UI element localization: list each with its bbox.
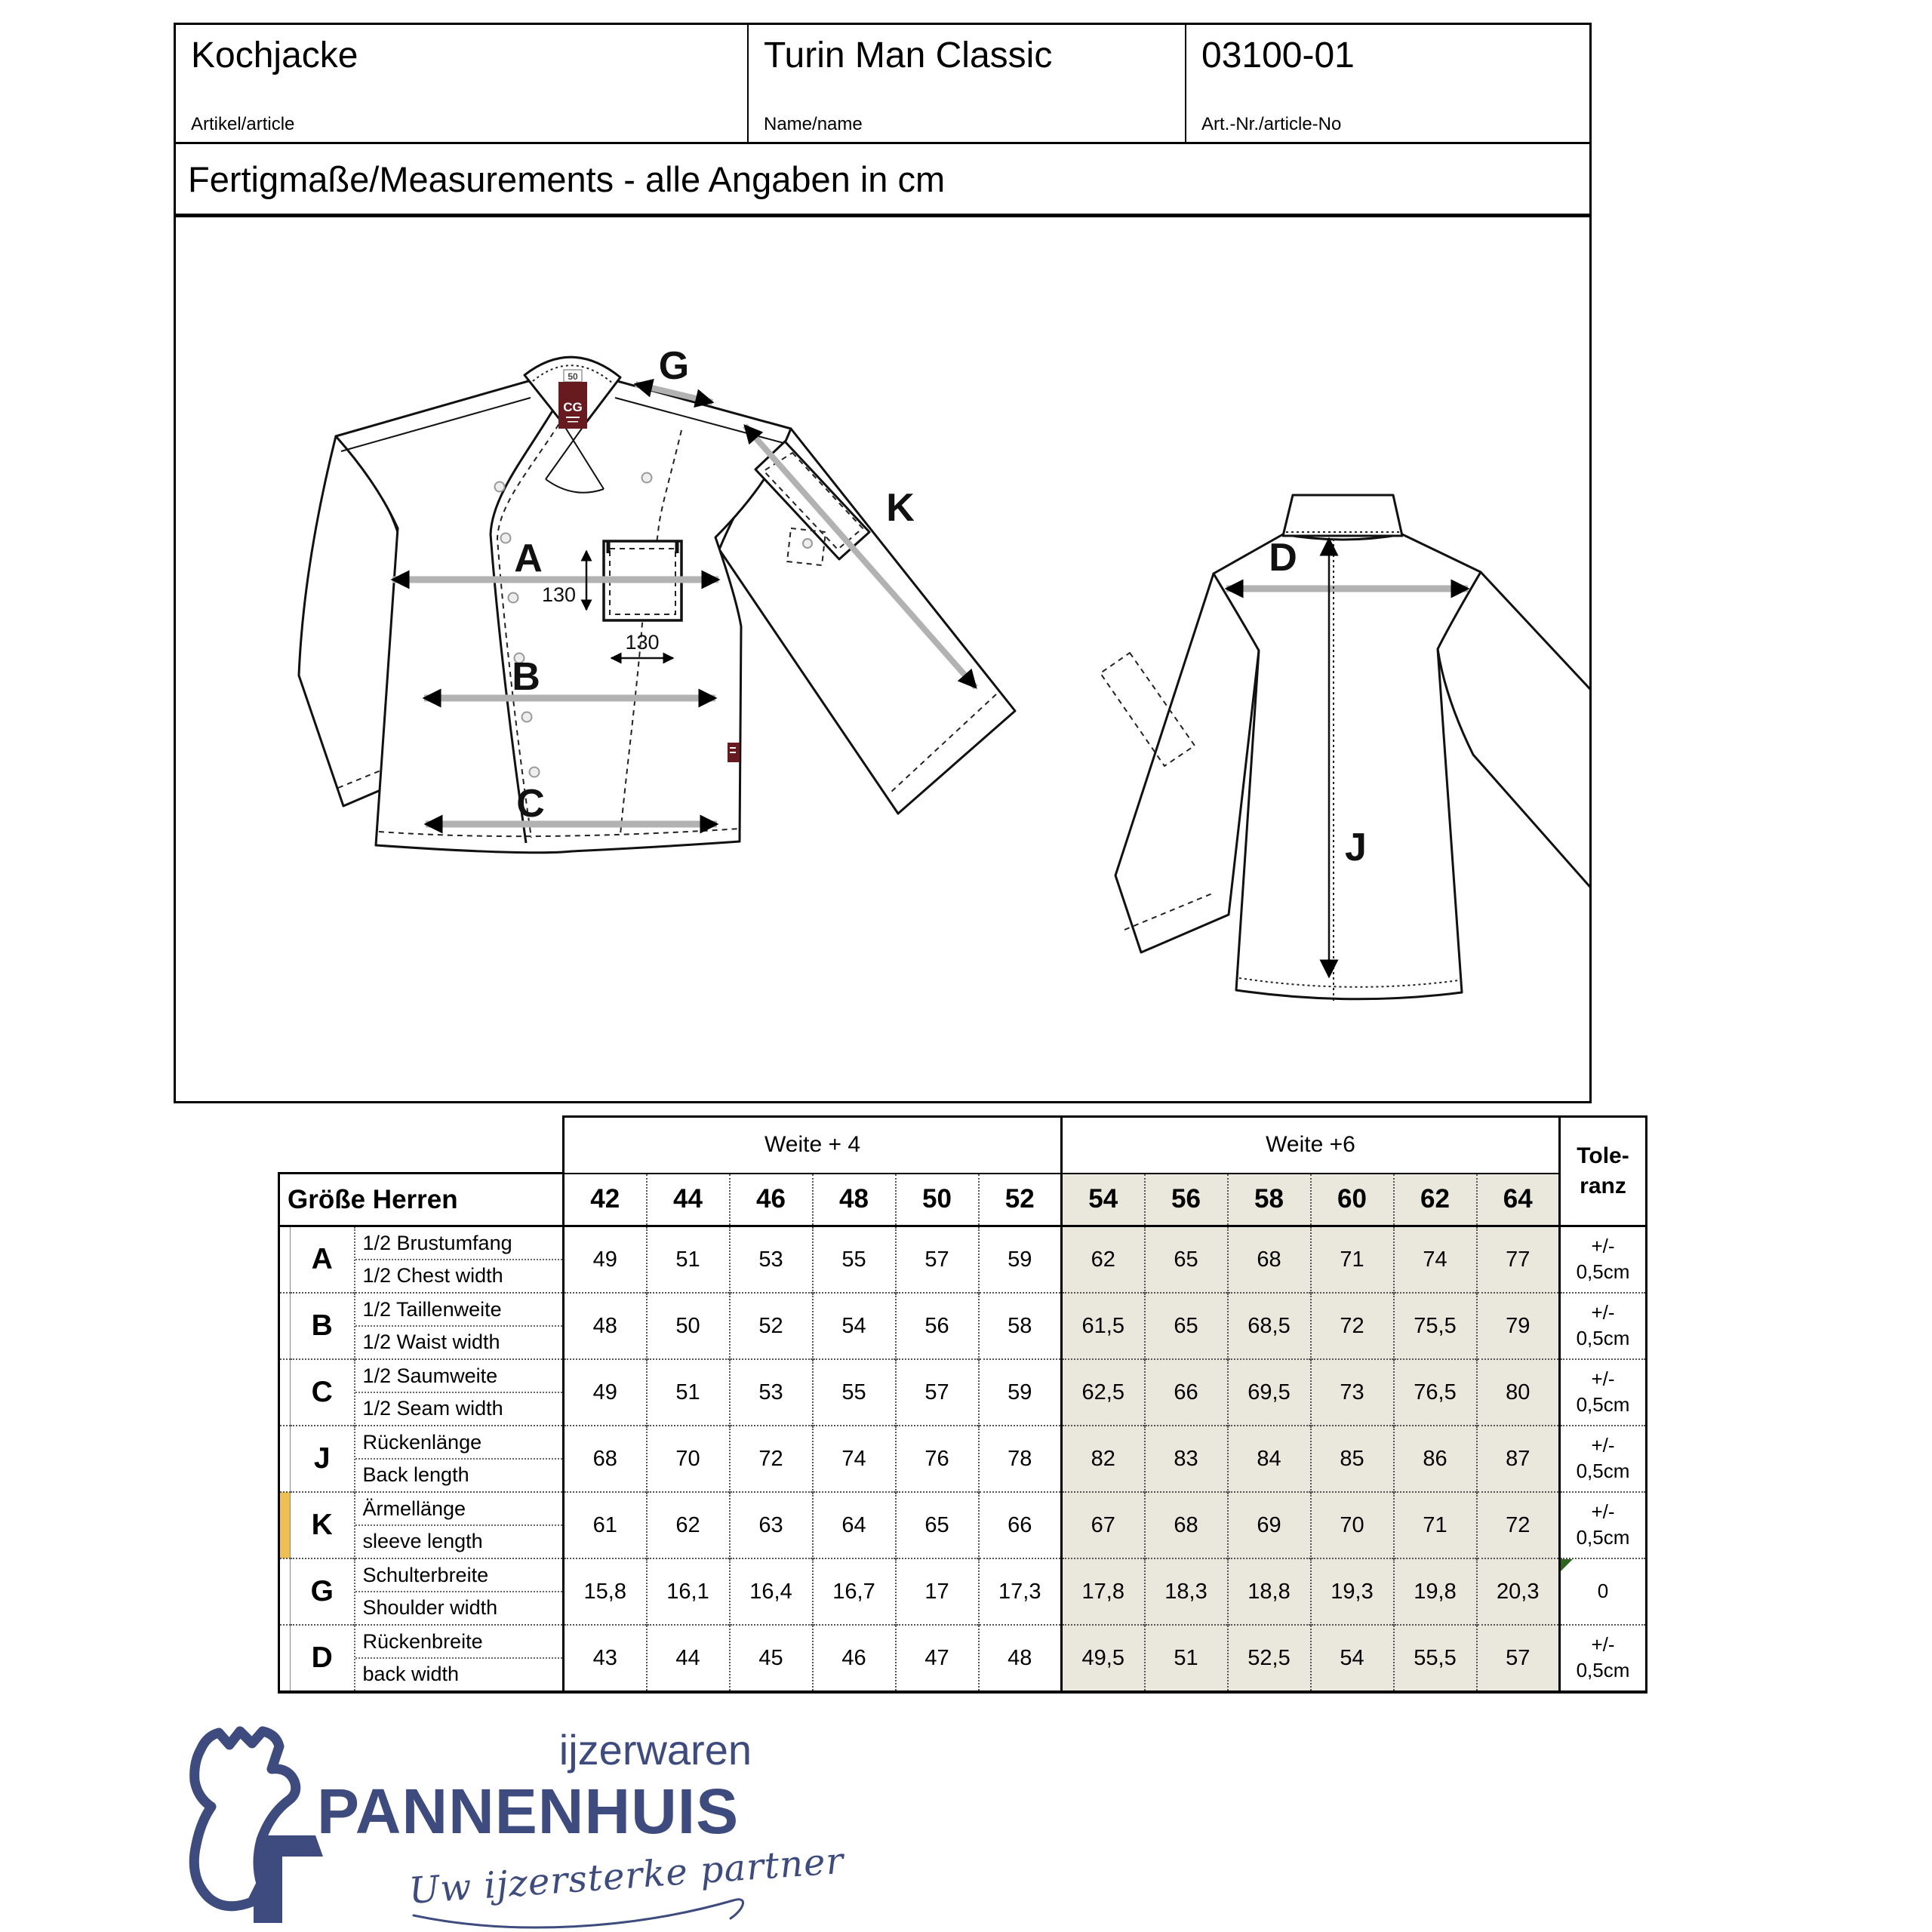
measurement-value: 63 xyxy=(730,1492,813,1558)
tagline-swoosh xyxy=(408,1893,770,1932)
description-english: 1/2 Waist width xyxy=(362,1331,500,1353)
measurement-value: 61 xyxy=(564,1492,647,1558)
measurement-value: 57 xyxy=(896,1359,979,1426)
table-row xyxy=(279,1625,1647,1692)
measurement-value: 85 xyxy=(1311,1426,1394,1492)
table-row xyxy=(279,1359,1647,1426)
measurement-value: 72 xyxy=(1477,1492,1560,1558)
measurement-value: 46 xyxy=(813,1625,896,1692)
row-description xyxy=(355,1293,564,1359)
row-highlight-marker xyxy=(279,1492,291,1558)
section-title: Fertigmaße/Measurements - alle Angaben in cm xyxy=(176,144,1589,217)
measurements-table xyxy=(278,1115,1647,1694)
size-column-header: 56 xyxy=(1145,1174,1228,1226)
measurement-value: 51 xyxy=(647,1359,730,1426)
header-article-cell xyxy=(176,25,747,142)
measurement-value: 47 xyxy=(896,1625,979,1692)
size-column-header: 64 xyxy=(1477,1174,1560,1226)
measurement-value: 52,5 xyxy=(1228,1625,1311,1692)
document-header xyxy=(176,25,1589,144)
row-margin-cell xyxy=(279,1359,291,1426)
jacket-back-drawing xyxy=(1100,495,1589,1002)
description-german: Rückenbreite xyxy=(355,1626,563,1659)
tolerance-value: +/- 0,5cm xyxy=(1560,1359,1647,1426)
collar-brand-text: CG xyxy=(563,400,583,414)
measurement-value: 86 xyxy=(1394,1426,1477,1492)
measurement-value: 62,5 xyxy=(1062,1359,1145,1426)
measurement-value: 43 xyxy=(564,1625,647,1692)
tolerance-value: +/- 0,5cm xyxy=(1560,1293,1647,1359)
size-header-row xyxy=(279,1174,1647,1226)
pannenhuis-logo-mark xyxy=(168,1722,334,1932)
label-J: J xyxy=(1345,826,1367,869)
measurement-value: 68,5 xyxy=(1228,1293,1311,1359)
tolerance-header xyxy=(1560,1117,1647,1226)
description-german: Schulterbreite xyxy=(355,1559,563,1592)
articleno-sublabel: Art.-Nr./article-No xyxy=(1201,114,1342,134)
row-letter: A xyxy=(291,1226,355,1294)
table-row xyxy=(279,1226,1647,1294)
measurement-value: 79 xyxy=(1477,1293,1560,1359)
measurement-value: 51 xyxy=(647,1226,730,1294)
measurement-value: 55 xyxy=(813,1226,896,1294)
measurement-value: 78 xyxy=(979,1426,1062,1492)
size-column-header: 58 xyxy=(1228,1174,1311,1226)
back-collar xyxy=(1283,495,1402,536)
measurement-value: 62 xyxy=(1062,1226,1145,1294)
table-row xyxy=(279,1558,1647,1625)
row-letter: B xyxy=(291,1293,355,1359)
article-number: 03100-01 xyxy=(1201,35,1355,75)
header-name-cell xyxy=(747,25,1185,142)
measurement-value: 15,8 xyxy=(564,1558,647,1625)
measurement-value: 49 xyxy=(564,1359,647,1426)
measurement-value: 50 xyxy=(647,1293,730,1359)
measurement-value: 64 xyxy=(813,1492,896,1558)
measurement-value: 65 xyxy=(1145,1226,1228,1294)
article-title: Kochjacke xyxy=(191,35,358,75)
measurement-value: 19,8 xyxy=(1394,1558,1477,1625)
measurement-value: 49 xyxy=(564,1226,647,1294)
measurement-value: 48 xyxy=(979,1625,1062,1692)
measurement-value: 55,5 xyxy=(1394,1625,1477,1692)
pocket-height-value: 130 xyxy=(541,583,576,606)
measurement-value: 16,1 xyxy=(647,1558,730,1625)
measurement-value: 57 xyxy=(1477,1625,1560,1692)
size-column-header: 50 xyxy=(896,1174,979,1226)
label-K: K xyxy=(886,486,915,530)
description-german: 1/2 Brustumfang xyxy=(355,1227,563,1260)
row-margin-cell xyxy=(279,1558,291,1625)
measurement-value: 75,5 xyxy=(1394,1293,1477,1359)
label-B: B xyxy=(512,655,540,699)
group-header-row xyxy=(279,1117,1647,1174)
row-description xyxy=(355,1226,564,1294)
table-row xyxy=(279,1426,1647,1492)
group-header-weite4: Weite + 4 xyxy=(564,1117,1062,1174)
measurement-value: 55 xyxy=(813,1359,896,1426)
measurement-value: 18,3 xyxy=(1145,1558,1228,1625)
measurement-value: 73 xyxy=(1311,1359,1394,1426)
row-letter: G xyxy=(291,1558,355,1625)
table-row xyxy=(279,1492,1647,1558)
measurement-value: 83 xyxy=(1145,1426,1228,1492)
size-column-header: 42 xyxy=(564,1174,647,1226)
measurement-value: 84 xyxy=(1228,1426,1311,1492)
measurement-value: 62 xyxy=(647,1492,730,1558)
pocket-width-value: 130 xyxy=(625,631,660,654)
measurement-value: 44 xyxy=(647,1625,730,1692)
size-column-header: 44 xyxy=(647,1174,730,1226)
description-german: Ärmellänge xyxy=(355,1493,563,1526)
size-column-header: 62 xyxy=(1394,1174,1477,1226)
measurement-value: 71 xyxy=(1311,1226,1394,1294)
row-description xyxy=(355,1558,564,1625)
description-english: Shoulder width xyxy=(362,1596,498,1619)
row-description xyxy=(355,1359,564,1426)
measurement-value: 49,5 xyxy=(1062,1625,1145,1692)
tolerance-value: +/- 0,5cm xyxy=(1560,1625,1647,1692)
measurement-value: 16,4 xyxy=(730,1558,813,1625)
measurement-value: 53 xyxy=(730,1226,813,1294)
measurement-value: 74 xyxy=(813,1426,896,1492)
measurement-value: 19,3 xyxy=(1311,1558,1394,1625)
measurement-value: 76 xyxy=(896,1426,979,1492)
measurement-value: 65 xyxy=(1145,1293,1228,1359)
measurement-value: 70 xyxy=(1311,1492,1394,1558)
measurement-value: 53 xyxy=(730,1359,813,1426)
measurement-value: 59 xyxy=(979,1359,1062,1426)
measurement-value: 87 xyxy=(1477,1426,1560,1492)
measurement-value: 72 xyxy=(1311,1293,1394,1359)
measurement-value: 65 xyxy=(896,1492,979,1558)
description-english: 1/2 Seam width xyxy=(362,1397,503,1420)
description-german: 1/2 Saumweite xyxy=(355,1360,563,1393)
logo-topline: ijzerwaren xyxy=(558,1726,752,1774)
measurement-value: 67 xyxy=(1062,1492,1145,1558)
row-letter: C xyxy=(291,1359,355,1426)
measurement-value: 72 xyxy=(730,1426,813,1492)
tolerance-value: +/- 0,5cm xyxy=(1560,1426,1647,1492)
measurement-value: 66 xyxy=(1145,1359,1228,1426)
cell-note-marker xyxy=(1561,1559,1573,1571)
measurement-value: 68 xyxy=(1145,1492,1228,1558)
measurement-value: 18,8 xyxy=(1228,1558,1311,1625)
row-margin-cell xyxy=(279,1426,291,1492)
measurement-value: 82 xyxy=(1062,1426,1145,1492)
measurement-value: 80 xyxy=(1477,1359,1560,1426)
measurement-value: 52 xyxy=(730,1293,813,1359)
row-margin-cell xyxy=(279,1226,291,1294)
row-margin-cell xyxy=(279,1293,291,1359)
description-english: 1/2 Chest width xyxy=(362,1264,503,1287)
measurement-value: 58 xyxy=(979,1293,1062,1359)
measurement-value: 71 xyxy=(1394,1492,1477,1558)
row-letter: D xyxy=(291,1625,355,1692)
measurement-value: 45 xyxy=(730,1625,813,1692)
measurement-value: 54 xyxy=(1311,1625,1394,1692)
size-row-header: Größe Herren xyxy=(279,1174,564,1226)
row-letter: J xyxy=(291,1426,355,1492)
measurement-value: 74 xyxy=(1394,1226,1477,1294)
measurement-value: 51 xyxy=(1145,1625,1228,1692)
table-row xyxy=(279,1293,1647,1359)
tolerance-value: +/- 0,5cm xyxy=(1560,1492,1647,1558)
measurement-value: 17 xyxy=(896,1558,979,1625)
measurement-table-body xyxy=(279,1117,1647,1693)
header-articleno-cell xyxy=(1185,25,1589,142)
measurement-value: 70 xyxy=(647,1426,730,1492)
measurement-value: 66 xyxy=(979,1492,1062,1558)
size-column-header: 46 xyxy=(730,1174,813,1226)
measurement-value: 16,7 xyxy=(813,1558,896,1625)
garment-technical-drawing xyxy=(176,217,1589,1100)
measurement-value: 68 xyxy=(1228,1226,1311,1294)
description-english: sleeve length xyxy=(362,1530,483,1552)
size-column-header: 48 xyxy=(813,1174,896,1226)
size-column-header: 54 xyxy=(1062,1174,1145,1226)
row-letter: K xyxy=(291,1492,355,1558)
measurement-value: 20,3 xyxy=(1477,1558,1560,1625)
size-column-header: 60 xyxy=(1311,1174,1394,1226)
collar-size-tag: 50 xyxy=(568,371,578,382)
size-column-header: 52 xyxy=(979,1174,1062,1226)
label-D: D xyxy=(1269,536,1297,580)
row-description xyxy=(355,1492,564,1558)
description-english: Back length xyxy=(362,1463,469,1486)
measurement-value: 59 xyxy=(979,1226,1062,1294)
label-A: A xyxy=(514,537,543,580)
product-name: Turin Man Classic xyxy=(764,35,1053,75)
measurement-value: 56 xyxy=(896,1293,979,1359)
row-description xyxy=(355,1426,564,1492)
group-header-weite6: Weite +6 xyxy=(1062,1117,1560,1174)
description-english: back width xyxy=(362,1663,460,1685)
label-G: G xyxy=(658,344,690,388)
measurement-value: 69 xyxy=(1228,1492,1311,1558)
description-german: 1/2 Taillenweite xyxy=(355,1294,563,1327)
measurement-value: 17,8 xyxy=(1062,1558,1145,1625)
measurement-value: 76,5 xyxy=(1394,1359,1477,1426)
tolerance-value: +/- 0,5cm xyxy=(1560,1226,1647,1294)
document-frame xyxy=(174,23,1592,1103)
label-C: C xyxy=(516,782,545,826)
description-german: Rückenlänge xyxy=(355,1426,563,1460)
side-brand-tag xyxy=(728,743,740,762)
row-description xyxy=(355,1625,564,1692)
article-sublabel: Artikel/article xyxy=(191,114,295,134)
measurement-value: 68 xyxy=(564,1426,647,1492)
name-sublabel: Name/name xyxy=(764,114,863,134)
measurement-value: 77 xyxy=(1477,1226,1560,1294)
tolerance-value: 0 xyxy=(1560,1558,1647,1625)
measurement-value: 17,3 xyxy=(979,1558,1062,1625)
row-margin-cell xyxy=(279,1625,291,1692)
jacket-front-drawing xyxy=(299,344,1015,853)
measurement-value: 69,5 xyxy=(1228,1359,1311,1426)
measurement-value: 57 xyxy=(896,1226,979,1294)
logo-tagline: Uw ijzersterke partner xyxy=(408,1839,846,1912)
tolerance-header-line2: ranz xyxy=(1580,1174,1626,1198)
measurement-value: 54 xyxy=(813,1293,896,1359)
measurement-value: 61,5 xyxy=(1062,1293,1145,1359)
logo-company-name: PANNENHUIS xyxy=(317,1776,740,1847)
measurement-value: 48 xyxy=(564,1293,647,1359)
tolerance-header-line1: Tole- xyxy=(1577,1143,1629,1168)
table-corner-blank xyxy=(279,1117,564,1174)
